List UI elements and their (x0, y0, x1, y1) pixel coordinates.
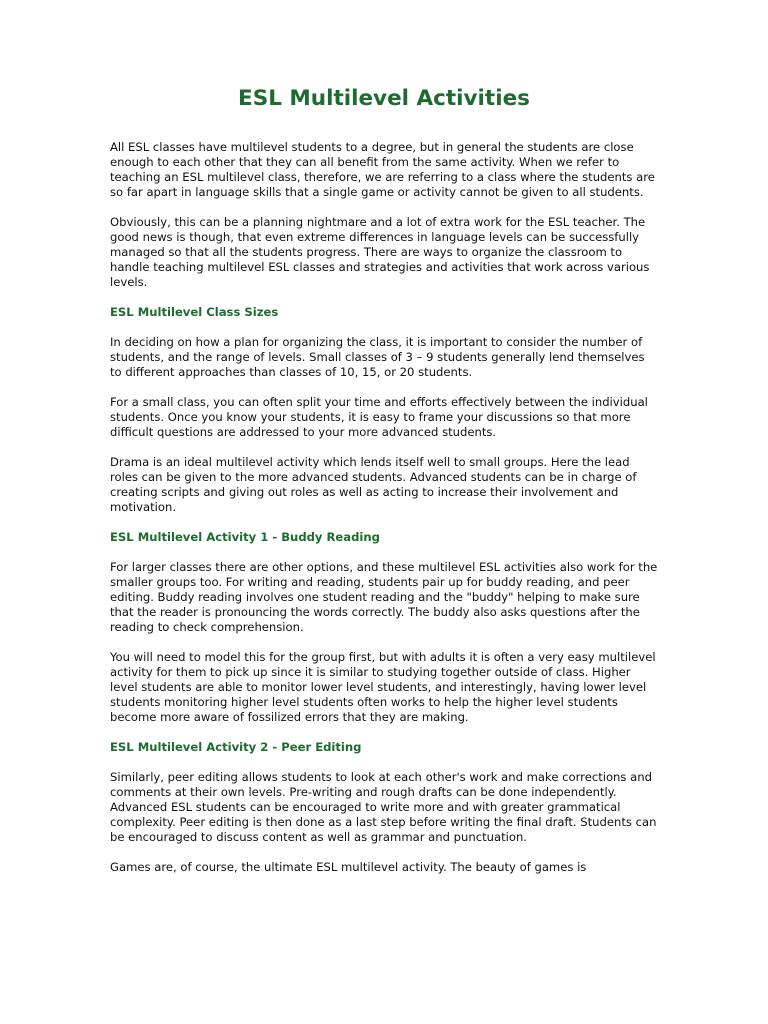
page-title: ESL Multilevel Activities (238, 86, 530, 111)
paragraph: Games are, of course, the ultimate ESL multilevel activity. The beauty of games is (110, 860, 587, 874)
paragraph: For a small class, you can often split your time and efforts effectively between the individual students. Once you know your students, it is easy to frame your discussions so that more difficult questions are addressed to your more advanced students. (110, 395, 648, 439)
paragraph: You will need to model this for the group first, but with adults it is often a very easy multilevel activity for them to pick up since it is similar to studying together outside of class. Higher level students are able to monitor lower level students, and interestingly, having lower level students monitoring higher level students often works to help the higher level students become more aware of fossilized errors that they are making. (110, 650, 656, 724)
section-heading-buddy-reading: ESL Multilevel Activity 1 - Buddy Reading (110, 530, 380, 544)
paragraph: For larger classes there are other options, and these multilevel ESL activities also work for the smaller groups too. For writing and reading, students pair up for buddy reading, and peer editing. Buddy reading involves one student reading and the "buddy" helping to make sure that the reader is pronouncing the words correctly. The buddy also asks questions after the reading to check comprehension. (110, 560, 658, 634)
section-heading-peer-editing: ESL Multilevel Activity 2 - Peer Editing (110, 740, 362, 754)
paragraph: Obviously, this can be a planning nightmare and a lot of extra work for the ESL teacher. The good news is though, that even extreme differences in language levels can be successfully managed so that all the students progress. There are ways to organize the classroom to handle teaching multilevel ESL classes and strategies and activities that work across various levels. (110, 215, 650, 289)
section-heading-class-sizes: ESL Multilevel Class Sizes (110, 305, 279, 319)
paragraph: In deciding on how a plan for organizing the class, it is important to consider the number of students, and the range of levels. Small classes of 3 – 9 students generally lend themselves to different approaches than classes of 10, 15, or 20 students. (110, 335, 645, 379)
paragraph: Similarly, peer editing allows students to look at each other's work and make corrections and comments at their own levels. Pre-writing and rough drafts can be done independently. Advanced ESL students can be encouraged to write more and with greater grammatical complexity. Peer editing is then done as a last step before writing the final draft. Students can be encouraged to discuss content as well as grammar and punctuation. (110, 770, 657, 844)
paragraph: Drama is an ideal multilevel activity which lends itself well to small groups. Here the lead roles can be given to the more advanced students. Advanced students can be in charge of creating scripts and giving out roles as well as acting to increase their involvement and motivation. (110, 455, 637, 514)
document-body (110, 84, 658, 890)
paragraph: All ESL classes have multilevel students to a degree, but in general the students are close enough to each other that they can all benefit from the same activity. When we refer to teaching an ESL multilevel class, therefore, we are referring to a class where the students are so far apart in language skills that a single game or activity cannot be given to all students. (110, 140, 655, 199)
